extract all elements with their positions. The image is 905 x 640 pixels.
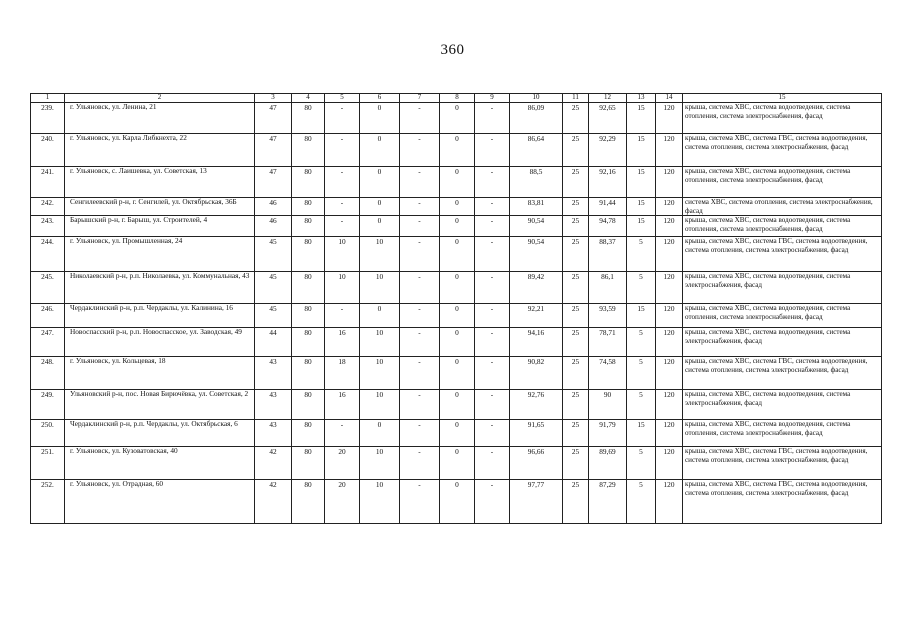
table-row bbox=[31, 328, 882, 357]
table-row bbox=[31, 272, 882, 304]
col-13-cell: 5 bbox=[627, 237, 656, 272]
col-4-cell: 80 bbox=[292, 357, 325, 390]
col-11-cell: 25 bbox=[563, 237, 589, 272]
table-row bbox=[31, 134, 882, 167]
col-12-cell: 94,78 bbox=[589, 216, 627, 237]
col-7-cell: - bbox=[400, 167, 440, 198]
col-14-cell: 120 bbox=[656, 480, 683, 524]
col-10-cell: 92,21 bbox=[510, 304, 563, 328]
address-cell: г. Ульяновск, ул. Кузоватовская, 40 bbox=[65, 447, 255, 480]
row-number-cell: 248. bbox=[31, 357, 65, 390]
col-8-cell: 0 bbox=[440, 103, 475, 134]
header-cell: 1 bbox=[31, 94, 65, 103]
col-13-cell: 15 bbox=[627, 198, 656, 216]
col-6-cell: 10 bbox=[360, 237, 400, 272]
col-7-cell: - bbox=[400, 103, 440, 134]
col-8-cell: 0 bbox=[440, 357, 475, 390]
row-number-cell: 251. bbox=[31, 447, 65, 480]
col-9-cell: - bbox=[475, 328, 510, 357]
col-7-cell: - bbox=[400, 480, 440, 524]
col-11-cell: 25 bbox=[563, 357, 589, 390]
col-7-cell: - bbox=[400, 357, 440, 390]
col-13-cell: 5 bbox=[627, 480, 656, 524]
work-types-cell: крыша, система ХВС, система ГВС, система водоотведения, система отопления, система электроснабжения, фасад bbox=[683, 447, 882, 480]
col-6-cell: 0 bbox=[360, 304, 400, 328]
col-12-cell: 86,1 bbox=[589, 272, 627, 304]
col-9-cell: - bbox=[475, 447, 510, 480]
col-9-cell: - bbox=[475, 357, 510, 390]
col-11-cell: 25 bbox=[563, 134, 589, 167]
col-8-cell: 0 bbox=[440, 480, 475, 524]
row-number-cell: 243. bbox=[31, 216, 65, 237]
col-3-cell: 47 bbox=[255, 167, 292, 198]
col-12-cell: 91,79 bbox=[589, 420, 627, 447]
col-14-cell: 120 bbox=[656, 134, 683, 167]
col-14-cell: 120 bbox=[656, 304, 683, 328]
col-7-cell: - bbox=[400, 304, 440, 328]
work-types-cell: крыша, система ХВС, система ГВС, система водоотведения, система отопления, система электроснабжения, фасад bbox=[683, 480, 882, 524]
col-5-cell: 20 bbox=[325, 447, 360, 480]
col-8-cell: 0 bbox=[440, 304, 475, 328]
col-3-cell: 46 bbox=[255, 216, 292, 237]
col-8-cell: 0 bbox=[440, 134, 475, 167]
row-number-cell: 250. bbox=[31, 420, 65, 447]
col-7-cell: - bbox=[400, 420, 440, 447]
col-12-cell: 92,65 bbox=[589, 103, 627, 134]
work-types-cell: крыша, система ХВС, система водоотведения, система отопления, система электроснабжения, фасад bbox=[683, 420, 882, 447]
col-4-cell: 80 bbox=[292, 103, 325, 134]
header-cell: 8 bbox=[440, 94, 475, 103]
col-10-cell: 86,09 bbox=[510, 103, 563, 134]
col-5-cell: - bbox=[325, 198, 360, 216]
col-6-cell: 10 bbox=[360, 390, 400, 420]
col-14-cell: 120 bbox=[656, 103, 683, 134]
work-types-cell: крыша, система ХВС, система ГВС, система водоотведения, система отопления, система электроснабжения, фасад bbox=[683, 134, 882, 167]
col-7-cell: - bbox=[400, 390, 440, 420]
col-10-cell: 89,42 bbox=[510, 272, 563, 304]
address-cell: г. Ульяновск, ул. Промышленная, 24 bbox=[65, 237, 255, 272]
address-cell: г. Ульяновск, ул. Ленина, 21 bbox=[65, 103, 255, 134]
col-13-cell: 15 bbox=[627, 420, 656, 447]
row-number-cell: 241. bbox=[31, 167, 65, 198]
address-cell: Чердаклинский р-н, р.п. Чердаклы, ул. Октябрьская, 6 bbox=[65, 420, 255, 447]
col-14-cell: 120 bbox=[656, 447, 683, 480]
col-11-cell: 25 bbox=[563, 103, 589, 134]
col-6-cell: 0 bbox=[360, 103, 400, 134]
col-7-cell: - bbox=[400, 216, 440, 237]
col-9-cell: - bbox=[475, 103, 510, 134]
col-6-cell: 0 bbox=[360, 198, 400, 216]
col-12-cell: 90 bbox=[589, 390, 627, 420]
col-12-cell: 78,71 bbox=[589, 328, 627, 357]
col-8-cell: 0 bbox=[440, 447, 475, 480]
col-14-cell: 120 bbox=[656, 216, 683, 237]
col-7-cell: - bbox=[400, 447, 440, 480]
col-3-cell: 42 bbox=[255, 447, 292, 480]
data-table bbox=[30, 93, 882, 524]
col-9-cell: - bbox=[475, 198, 510, 216]
row-number-cell: 240. bbox=[31, 134, 65, 167]
col-12-cell: 88,37 bbox=[589, 237, 627, 272]
table-row bbox=[31, 357, 882, 390]
col-3-cell: 43 bbox=[255, 390, 292, 420]
work-types-cell: крыша, система ХВС, система водоотведения, система электроснабжения, фасад bbox=[683, 328, 882, 357]
table-row bbox=[31, 304, 882, 328]
col-3-cell: 47 bbox=[255, 134, 292, 167]
row-number-cell: 249. bbox=[31, 390, 65, 420]
table-row bbox=[31, 103, 882, 134]
col-13-cell: 5 bbox=[627, 328, 656, 357]
col-6-cell: 10 bbox=[360, 480, 400, 524]
col-12-cell: 74,58 bbox=[589, 357, 627, 390]
row-number-cell: 239. bbox=[31, 103, 65, 134]
col-6-cell: 0 bbox=[360, 134, 400, 167]
col-3-cell: 45 bbox=[255, 272, 292, 304]
col-14-cell: 120 bbox=[656, 328, 683, 357]
header-cell: 9 bbox=[475, 94, 510, 103]
header-cell: 6 bbox=[360, 94, 400, 103]
work-types-cell: крыша, система ХВС, система водоотведения, система электроснабжения, фасад bbox=[683, 272, 882, 304]
col-12-cell: 89,69 bbox=[589, 447, 627, 480]
col-11-cell: 25 bbox=[563, 447, 589, 480]
col-7-cell: - bbox=[400, 237, 440, 272]
col-4-cell: 80 bbox=[292, 328, 325, 357]
col-6-cell: 0 bbox=[360, 216, 400, 237]
col-13-cell: 15 bbox=[627, 304, 656, 328]
col-5-cell: 10 bbox=[325, 237, 360, 272]
col-11-cell: 25 bbox=[563, 328, 589, 357]
table-row bbox=[31, 480, 882, 524]
col-8-cell: 0 bbox=[440, 272, 475, 304]
header-cell: 11 bbox=[563, 94, 589, 103]
col-3-cell: 43 bbox=[255, 420, 292, 447]
row-number-cell: 252. bbox=[31, 480, 65, 524]
address-cell: Николаевский р-н, р.п. Николаевка, ул. Коммунальная, 43 bbox=[65, 272, 255, 304]
address-cell: г. Ульяновск, ул. Отрадная, 60 bbox=[65, 480, 255, 524]
col-13-cell: 5 bbox=[627, 357, 656, 390]
col-9-cell: - bbox=[475, 237, 510, 272]
col-8-cell: 0 bbox=[440, 198, 475, 216]
col-7-cell: - bbox=[400, 272, 440, 304]
col-10-cell: 86,64 bbox=[510, 134, 563, 167]
col-9-cell: - bbox=[475, 390, 510, 420]
col-13-cell: 5 bbox=[627, 447, 656, 480]
col-14-cell: 120 bbox=[656, 237, 683, 272]
col-12-cell: 92,29 bbox=[589, 134, 627, 167]
address-cell: Новоспасский р-н, р.п. Новоспасское, ул. Заводская, 49 bbox=[65, 328, 255, 357]
col-4-cell: 80 bbox=[292, 237, 325, 272]
header-row bbox=[31, 94, 882, 103]
col-9-cell: - bbox=[475, 272, 510, 304]
address-cell: Ульяновский р-н, пос. Новая Бирючёвка, ул. Советская, 2 bbox=[65, 390, 255, 420]
header-cell: 12 bbox=[589, 94, 627, 103]
col-9-cell: - bbox=[475, 420, 510, 447]
col-6-cell: 10 bbox=[360, 357, 400, 390]
table-row bbox=[31, 216, 882, 237]
col-10-cell: 97,77 bbox=[510, 480, 563, 524]
row-number-cell: 242. bbox=[31, 198, 65, 216]
header-cell: 13 bbox=[627, 94, 656, 103]
col-13-cell: 5 bbox=[627, 272, 656, 304]
work-types-cell: крыша, система ХВС, система ГВС, система водоотведения, система отопления, система электроснабжения, фасад bbox=[683, 237, 882, 272]
header-cell: 3 bbox=[255, 94, 292, 103]
col-10-cell: 90,54 bbox=[510, 216, 563, 237]
col-3-cell: 44 bbox=[255, 328, 292, 357]
col-5-cell: - bbox=[325, 134, 360, 167]
col-13-cell: 15 bbox=[627, 216, 656, 237]
col-3-cell: 43 bbox=[255, 357, 292, 390]
col-10-cell: 92,76 bbox=[510, 390, 563, 420]
work-types-cell: система ХВС, система отопления, система электроснабжения, фасад bbox=[683, 198, 882, 216]
col-5-cell: 20 bbox=[325, 480, 360, 524]
col-6-cell: 0 bbox=[360, 420, 400, 447]
col-9-cell: - bbox=[475, 304, 510, 328]
address-cell: Барышский р-н, г. Барыш, ул. Строителей, 4 bbox=[65, 216, 255, 237]
col-11-cell: 25 bbox=[563, 390, 589, 420]
col-7-cell: - bbox=[400, 198, 440, 216]
table-row bbox=[31, 237, 882, 272]
col-8-cell: 0 bbox=[440, 167, 475, 198]
col-9-cell: - bbox=[475, 480, 510, 524]
address-cell: г. Ульяновск, ул. Карла Либкнехта, 22 bbox=[65, 134, 255, 167]
col-5-cell: 10 bbox=[325, 272, 360, 304]
col-10-cell: 91,65 bbox=[510, 420, 563, 447]
col-14-cell: 120 bbox=[656, 272, 683, 304]
header-cell: 10 bbox=[510, 94, 563, 103]
col-12-cell: 93,59 bbox=[589, 304, 627, 328]
col-11-cell: 25 bbox=[563, 304, 589, 328]
col-6-cell: 10 bbox=[360, 447, 400, 480]
col-8-cell: 0 bbox=[440, 390, 475, 420]
col-5-cell: - bbox=[325, 420, 360, 447]
address-cell: Чердаклинский р-н, р.п. Чердаклы, ул. Калинина, 16 bbox=[65, 304, 255, 328]
col-12-cell: 92,16 bbox=[589, 167, 627, 198]
col-4-cell: 80 bbox=[292, 198, 325, 216]
col-6-cell: 10 bbox=[360, 272, 400, 304]
work-types-cell: крыша, система ХВС, система ГВС, система водоотведения, система отопления, система электроснабжения, фасад bbox=[683, 357, 882, 390]
row-number-cell: 247. bbox=[31, 328, 65, 357]
header-cell: 7 bbox=[400, 94, 440, 103]
col-3-cell: 45 bbox=[255, 304, 292, 328]
table-row bbox=[31, 390, 882, 420]
col-7-cell: - bbox=[400, 328, 440, 357]
col-5-cell: - bbox=[325, 304, 360, 328]
col-11-cell: 25 bbox=[563, 420, 589, 447]
col-4-cell: 80 bbox=[292, 216, 325, 237]
work-types-cell: крыша, система ХВС, система водоотведения, система отопления, система электроснабжения, фасад bbox=[683, 103, 882, 134]
col-4-cell: 80 bbox=[292, 167, 325, 198]
col-11-cell: 25 bbox=[563, 198, 589, 216]
col-13-cell: 15 bbox=[627, 103, 656, 134]
col-9-cell: - bbox=[475, 134, 510, 167]
header-cell: 14 bbox=[656, 94, 683, 103]
col-14-cell: 120 bbox=[656, 420, 683, 447]
col-10-cell: 90,54 bbox=[510, 237, 563, 272]
col-11-cell: 25 bbox=[563, 480, 589, 524]
address-cell: г. Ульяновск, с. Лаишевка, ул. Советская, 13 bbox=[65, 167, 255, 198]
row-number-cell: 246. bbox=[31, 304, 65, 328]
col-14-cell: 120 bbox=[656, 167, 683, 198]
col-10-cell: 88,5 bbox=[510, 167, 563, 198]
table-row bbox=[31, 447, 882, 480]
table-row bbox=[31, 198, 882, 216]
col-11-cell: 25 bbox=[563, 272, 589, 304]
work-types-cell: крыша, система ХВС, система водоотведения, система отопления, система электроснабжения, фасад bbox=[683, 304, 882, 328]
col-8-cell: 0 bbox=[440, 328, 475, 357]
col-8-cell: 0 bbox=[440, 420, 475, 447]
col-4-cell: 80 bbox=[292, 447, 325, 480]
header-cell: 2 bbox=[65, 94, 255, 103]
col-6-cell: 0 bbox=[360, 167, 400, 198]
col-4-cell: 80 bbox=[292, 304, 325, 328]
col-5-cell: - bbox=[325, 103, 360, 134]
col-11-cell: 25 bbox=[563, 216, 589, 237]
col-12-cell: 87,29 bbox=[589, 480, 627, 524]
work-types-cell: крыша, система ХВС, система водоотведения, система отопления, система электроснабжения, фасад bbox=[683, 216, 882, 237]
row-number-cell: 244. bbox=[31, 237, 65, 272]
col-13-cell: 15 bbox=[627, 134, 656, 167]
header-cell: 5 bbox=[325, 94, 360, 103]
col-10-cell: 83,81 bbox=[510, 198, 563, 216]
col-4-cell: 80 bbox=[292, 134, 325, 167]
address-cell: г. Ульяновск, ул. Кольцевая, 18 bbox=[65, 357, 255, 390]
col-9-cell: - bbox=[475, 216, 510, 237]
col-5-cell: 16 bbox=[325, 328, 360, 357]
col-4-cell: 80 bbox=[292, 390, 325, 420]
col-5-cell: - bbox=[325, 216, 360, 237]
table-body bbox=[31, 94, 882, 524]
col-7-cell: - bbox=[400, 134, 440, 167]
col-8-cell: 0 bbox=[440, 237, 475, 272]
col-9-cell: - bbox=[475, 167, 510, 198]
page-number: 360 bbox=[440, 42, 465, 58]
col-10-cell: 96,66 bbox=[510, 447, 563, 480]
col-13-cell: 15 bbox=[627, 167, 656, 198]
col-8-cell: 0 bbox=[440, 216, 475, 237]
col-4-cell: 80 bbox=[292, 480, 325, 524]
work-types-cell: крыша, система ХВС, система водоотведения, система отопления, система электроснабжения, фасад bbox=[683, 167, 882, 198]
row-number-cell: 245. bbox=[31, 272, 65, 304]
col-12-cell: 91,44 bbox=[589, 198, 627, 216]
col-5-cell: - bbox=[325, 167, 360, 198]
col-3-cell: 47 bbox=[255, 103, 292, 134]
header-cell: 4 bbox=[292, 94, 325, 103]
col-3-cell: 42 bbox=[255, 480, 292, 524]
work-types-cell: крыша, система ХВС, система водоотведения, система электроснабжения, фасад bbox=[683, 390, 882, 420]
header-cell: 15 bbox=[683, 94, 882, 103]
col-13-cell: 5 bbox=[627, 390, 656, 420]
col-10-cell: 94,16 bbox=[510, 328, 563, 357]
col-14-cell: 120 bbox=[656, 390, 683, 420]
table-row bbox=[31, 420, 882, 447]
col-11-cell: 25 bbox=[563, 167, 589, 198]
col-3-cell: 45 bbox=[255, 237, 292, 272]
table-row bbox=[31, 167, 882, 198]
col-6-cell: 10 bbox=[360, 328, 400, 357]
col-10-cell: 90,82 bbox=[510, 357, 563, 390]
col-5-cell: 16 bbox=[325, 390, 360, 420]
col-3-cell: 46 bbox=[255, 198, 292, 216]
col-14-cell: 120 bbox=[656, 357, 683, 390]
col-4-cell: 80 bbox=[292, 272, 325, 304]
col-14-cell: 120 bbox=[656, 198, 683, 216]
address-cell: Сенгилеевский р-н, г. Сенгилей, ул. Октябрьская, 36Б bbox=[65, 198, 255, 216]
col-4-cell: 80 bbox=[292, 420, 325, 447]
col-5-cell: 18 bbox=[325, 357, 360, 390]
